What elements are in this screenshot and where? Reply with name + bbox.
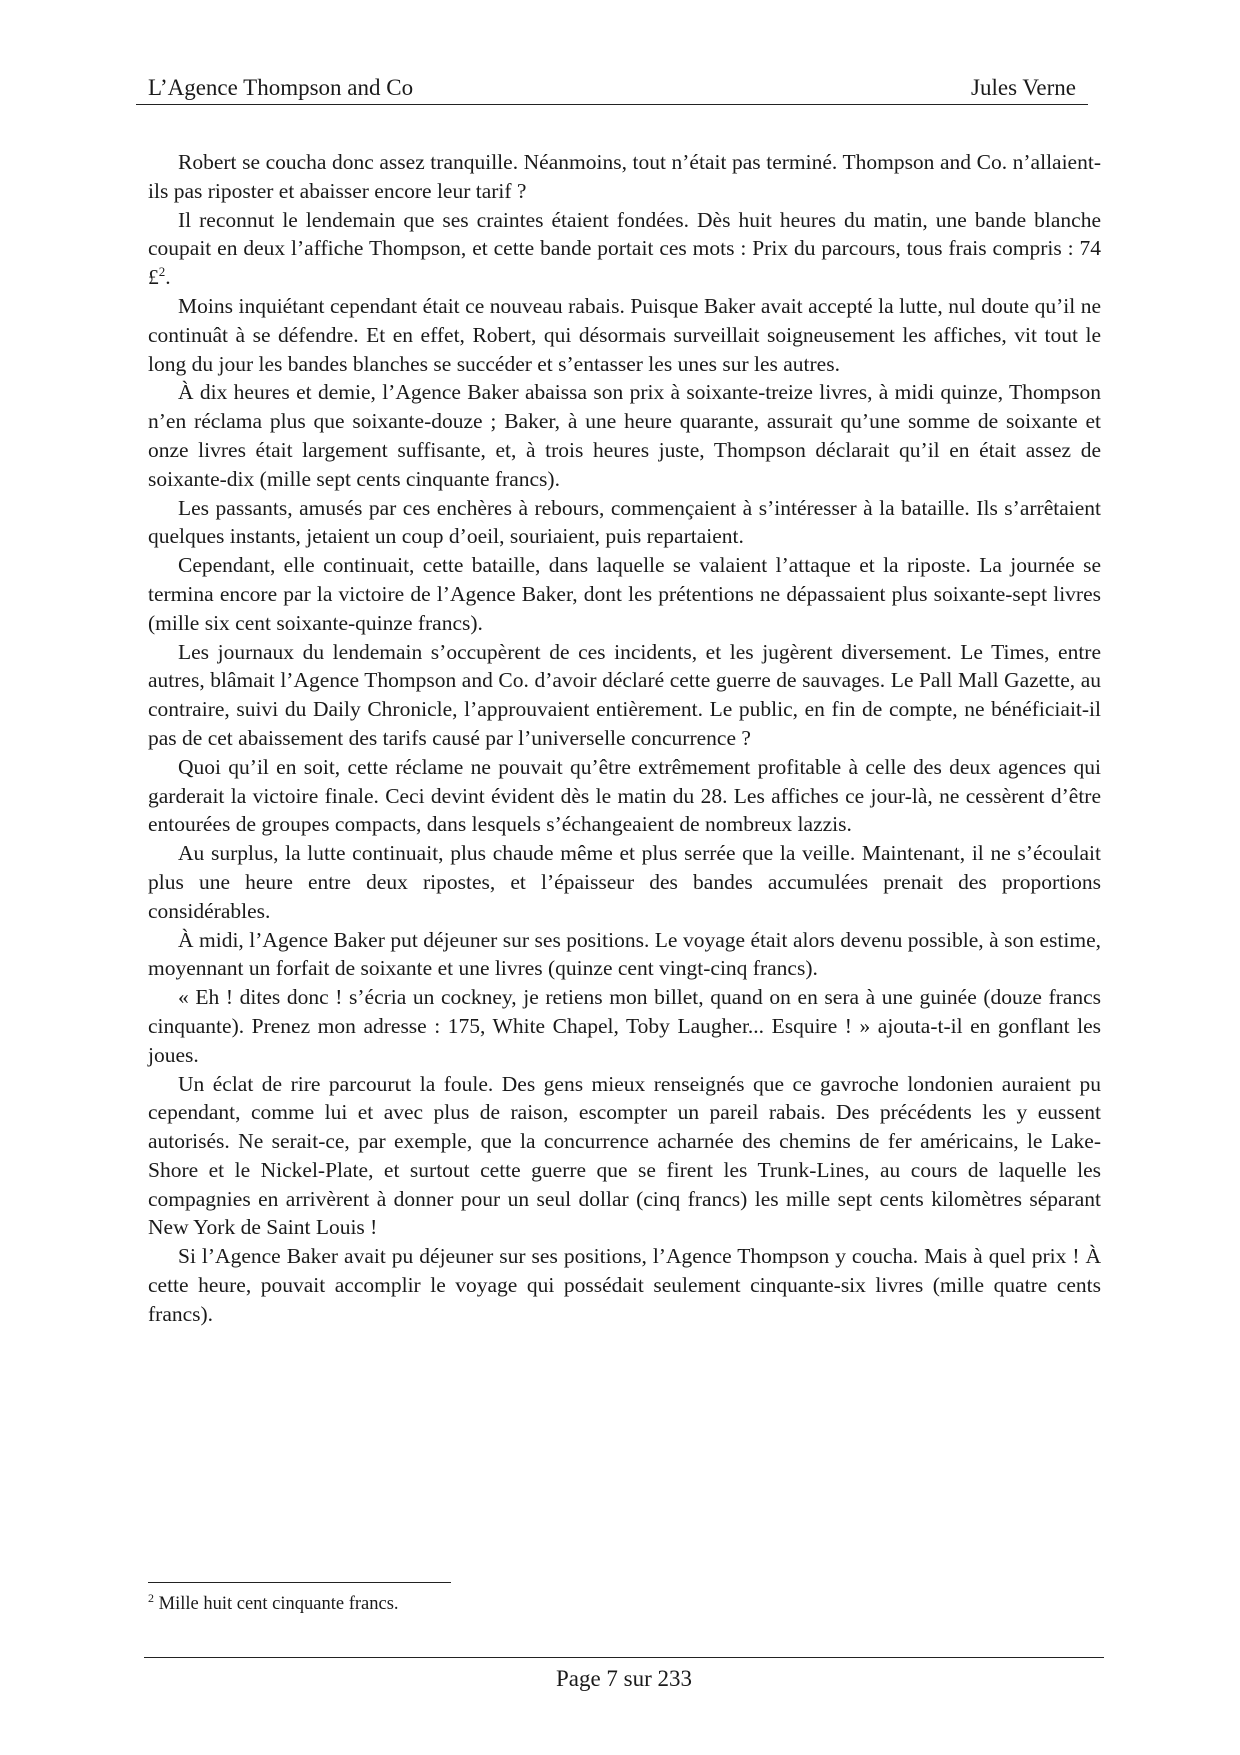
page-header — [136, 74, 1088, 105]
author-name: Jules Verne — [971, 75, 1076, 100]
paragraph-end: . — [165, 265, 171, 290]
footer-divider — [144, 1657, 1104, 1658]
paragraph: Les journaux du lendemain s’occupèrent de ces incidents, et les jugèrent diversement. Le Times, entre autres, blâmait l’Agence Thompson and Co. d’avoir déclaré cette guerre de sauvages. Le Pall Mall Gazette, au contraire, suivi du Daily Chronicle, l’approuvaient entièrement. Le public, en fin de compte, ne bénéficiait-il pas de cet abaissement des tarifs causé par l’universelle concurrence ? — [148, 639, 1101, 750]
paragraph: « Eh ! dites donc ! s’écria un cockney, je retiens mon billet, quand on en sera à une guinée (douze francs cinquante). Prenez mon adresse : 175, White Chapel, Toby Laugher... Esquire ! » ajouta-t-il en gonflant les joues. — [148, 985, 1101, 1067]
footnote — [148, 1592, 1048, 1616]
paragraph: Si l’Agence Baker avait pu déjeuner sur ses positions, l’Agence Thompson y coucha. Mais à quel prix ! À cette heure, pouvait accomplir le voyage qui possédait seulement cinquante-six livres (mille quatre cents francs). — [148, 1244, 1101, 1326]
paragraph-with-footnote — [148, 206, 1101, 292]
footnote-text: Mille huit cent cinquante francs. — [154, 1594, 399, 1614]
paragraph: Quoi qu’il en soit, cette réclame ne pouvait qu’être extrêmement profitable à celle des deux agences qui garderait la victoire finale. Ceci devint évident dès le matin du 28. Les affiches ce jour-là, ne cessèrent d’être entourées de groupes compacts, dans lesquels s’échangeaient de nombreux lazzis. — [148, 754, 1101, 837]
paragraph: Les passants, amusés par ces enchères à rebours, commençaient à s’intéresser à la bataille. Ils s’arrêtaient quelques instants, jetaient un coup d’oeil, souriaient, puis repartaient. — [148, 495, 1101, 549]
paragraph: Cependant, elle continuait, cette bataille, dans laquelle se valaient l’attaque et la riposte. La journée se termina encore par la victoire de l’Agence Baker, dont les prétentions ne dépassaient plus soixante-sept livres (mille six cent soixante-quinze francs). — [148, 553, 1101, 635]
paragraph: Un éclat de rire parcourut la foule. Des gens mieux renseignés que ce gavroche londonien auraient pu cependant, comme lui et avec plus de raison, escompter un pareil rabais. Des précédents les y eussent autorisés. Ne serait-ce, par exemple, que la concurrence acharnée des chemins de fer américains, le Lake-Shore et le Nickel-Plate, et surtout cette guerre que se firent les Trunk-Lines, au cours de laquelle les compagnies en arrivèrent à donner pour un seul dollar (cinq francs) les mille sept cents kilomètres séparant New York de Saint Louis ! — [148, 1071, 1101, 1240]
paragraph: Moins inquiétant cependant était ce nouveau rabais. Puisque Baker avait accepté la lutte, nul doute qu’il ne continuât à se défendre. Et en effet, Robert, qui désormais surveillait soigneusement les affiches, vit tout le long du jour les bandes blanches se succéder et s’entasser les unes sur les autres. — [148, 293, 1101, 376]
book-title: L’Agence Thompson and Co — [148, 75, 414, 100]
footnote-reference[interactable]: 2 — [158, 264, 166, 280]
paragraph: À dix heures et demie, l’Agence Baker abaissa son prix à soixante-treize livres, à midi quinze, Thompson n’en réclama plus que soixante-douze ; Baker, à une heure quarante, assurait qu’une somme de soixante et onze livres était largement suffisante, et, à trois heures juste, Thompson déclarait qu’il en était assez de soixante-dix (mille sept cents cinquante francs). — [148, 380, 1101, 491]
paragraph-text: Il reconnut le lendemain que ses craintes étaient fondées. Dès huit heures du matin, une bande blanche coupait en deux l’affiche Thompson, et cette bande portait ces mots : Prix du parcours, tous frais compris : 74 £ — [148, 207, 1101, 290]
paragraph: Robert se coucha donc assez tranquille. Néanmoins, tout n’était pas terminé. Thompson and Co. n’allaient-ils pas riposter et abaisser encore leur tarif ? — [148, 150, 1101, 203]
body-text — [148, 148, 1101, 1329]
footnote-number: 2 — [148, 1591, 154, 1605]
paragraph: Au surplus, la lutte continuait, plus chaude même et plus serrée que la veille. Maintenant, il ne s’écoulait plus une heure entre deux ripostes, et l’épaisseur des bandes accumulées prenait des proportions considérables. — [148, 841, 1101, 923]
paragraph: À midi, l’Agence Baker put déjeuner sur ses positions. Le voyage était alors devenu possible, à son estime, moyennant un forfait de soixante et une livres (quinze cent vingt-cinq francs). — [148, 927, 1101, 981]
footnote-separator — [148, 1582, 451, 1583]
page-number: Page 7 sur 233 — [555, 1666, 693, 1691]
